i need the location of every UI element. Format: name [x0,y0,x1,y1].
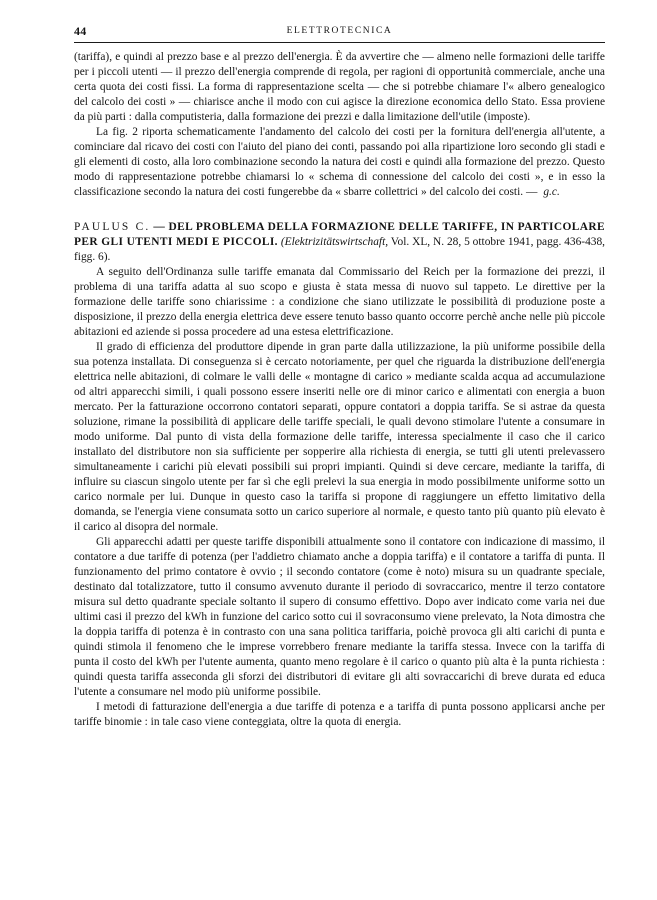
article-title: — DEL PROBLEMA DELLA FORMAZIONE DELLE TARIFFE, IN PARTICOLARE PER GLI UTENTI MEDI E PICCOLI. [74,221,605,248]
previous-article-paragraph: La fig. 2 riporta schematicamente l'andamento del calcolo dei costi per la fornitura dell'energia all'utente, a cominciare dal ricavo dei costi con l'aiuto del piano dei conti, passando poi alla ripartizione loro secondo gli stadi e gli elementi di costo, alla loro combinazione secondo la natura dei costi e quindi alla formazione del prezzo. Questo modo di rappresentazione potrebbe chiamarsi lo « schema di connessione del calcolo dei costi », e in esso la classificazione secondo la natura dei costi fungerebbe da « sbarre collettrici » del calcolo dei costi. — g.c. [74,126,605,198]
article-heading [74,220,605,265]
article-separator [74,200,605,220]
article-source-journal: (Elektrizitätswirtschaft, [280,236,389,248]
page-header [74,20,605,40]
article-author: PAULUS C. [74,221,151,233]
article-paragraph: I metodi di fatturazione dell'energia a due tariffe di potenza e a tariffa di punta possono applicarsi anche per tariffe binomie : in tale caso viene conteggiata, oltre la quota di energia. [74,701,605,728]
article-paragraph: A seguito dell'Ordinanza sulle tariffe emanata dal Commissario del Reich per la formazione dei prezzi, il problema di una tariffa adatta al suo scopo e giusta è stata messa di nuovo sul tappeto. Le direttive per la formazione delle tariffe sono chiarissime : a condizione che siano utilizzate le possibilità di produzione poste a disposizione, il prezzo della energia elettrica deve essere tenuto basso quanto occorre perchè anche nelle più piccole abitazioni ed aziende si possa procedere ad una estesa elettrificazione. [74,266,605,338]
page-number: 44 [74,24,87,38]
previous-article-paragraph: (tariffa), e quindi al prezzo base e al prezzo dell'energia. È da avvertire che — almeno nelle formazioni delle tariffe per i piccoli utenti — il prezzo dell'energia comprende di regola, per ragioni di opportunità commerciale, anche una certa quota dei costi fissi. La forma di rappresentazione scelta — che si potrebbe chiamare l'« albero genealogico del calcolo dei costi » — chiarisce anche il modo con cui agisce la direzione economica dello Stato. Essa proviene da più parti : dalla computisteria, dalla formazione dei prezzi e dalla limitazione dell'utile (imposte). [74,51,605,123]
header-rule [74,42,605,43]
article-source-details: Vol. XL, N. 28, 5 ottobre 1941, pagg. 436-438, figg. 6). [74,236,606,263]
running-title: ELETTROTECNICA [286,26,393,36]
article-paragraph: Gli apparecchi adatti per queste tariffe disponibili attualmente sono il contatore con indicazione di massimo, il contatore a due tariffe di potenza (per l'addietro chiamato anche a doppia tariffa) e il contatore a tariffa di punta. Il funzionamento del primo contatore è ovvio ; il secondo contatore (come è noto) misura su un quadrante speciale, destinato dal totalizzatore, tutto il consumo avvenuto durante il periodo di sovraccarico, mentre il terzo contatore misura sul detto quadrante speciale soltanto il supero di consumo effettivo. Dopo aver indicato come varia nei due ultimi casi il prezzo del kWh in funzione del carico sotto cui il sovraconsumo viene prelevato, la Nota dimostra che la doppia tariffa di potenza è in contrasto con una sana politica tariffaria, poichè provoca gli alti carichi di punta e quindi stimola il fenomeno che le imprese vorrebbero frenare mediante la tariffa stessa. Invece con la tariffa di punta il costo del kWh per l'utente aumenta, quanto meno regolare è il carico o quanto più alta è la punta richiesta : quindi questa tariffa asseconda gli sforzi dei distributori di evitare gli alti sovraccarichi di breve durata ed educa l'utente a consumare nel modo più uniforme possibile. [74,536,605,698]
page-body [74,50,605,730]
signature: g.c. [543,186,560,198]
article-paragraph: Il grado di efficienza del produttore dipende in gran parte dalla utilizzazione, la più uniforme possibile della sua potenza installata. Di conseguenza si è cercato notoriamente, per quel che riguarda la distribuzione dell'energia elettrica nelle abitazioni, di colmare le valli delle « montagne di carico » mediante scalda acqua ad accumulazione od altri apparecchi simili, i quali possono essere inseriti nelle ore di minor carico e alimentati con energia a buon mercato. Per la fatturazione occorrono contatori separati, oppure contatori a doppia tariffa. Se si astrae da questa soluzione, rimane la possibilità di applicare delle tariffe speciali, le quali devono stimolare l'utente a consumare in modo uniforme. Dal punto di vista della formazione delle tariffe, interessa specialmente il caso che il carico installato del distributore non sia sufficiente per sopperire alla richiesta di energia, se tutti gli utenti prelevassero simultaneamente i carichi più elevati possibili sui propri impianti. Quindi si deve cercare, mediante la tariffa, di influire su ciascun singolo utente per far sì che egli prelevi la sua energia in modo possibilmente uniforme sotto un carico normale per lui. Dunque in questo caso la tariffa si propone di raggiungere un effetto limitativo della domanda, se l'energia viene consumata sotto un carico superiore al normale, e questo tanto più quanto più elevato è il carico al disopra del normale. [74,341,605,533]
